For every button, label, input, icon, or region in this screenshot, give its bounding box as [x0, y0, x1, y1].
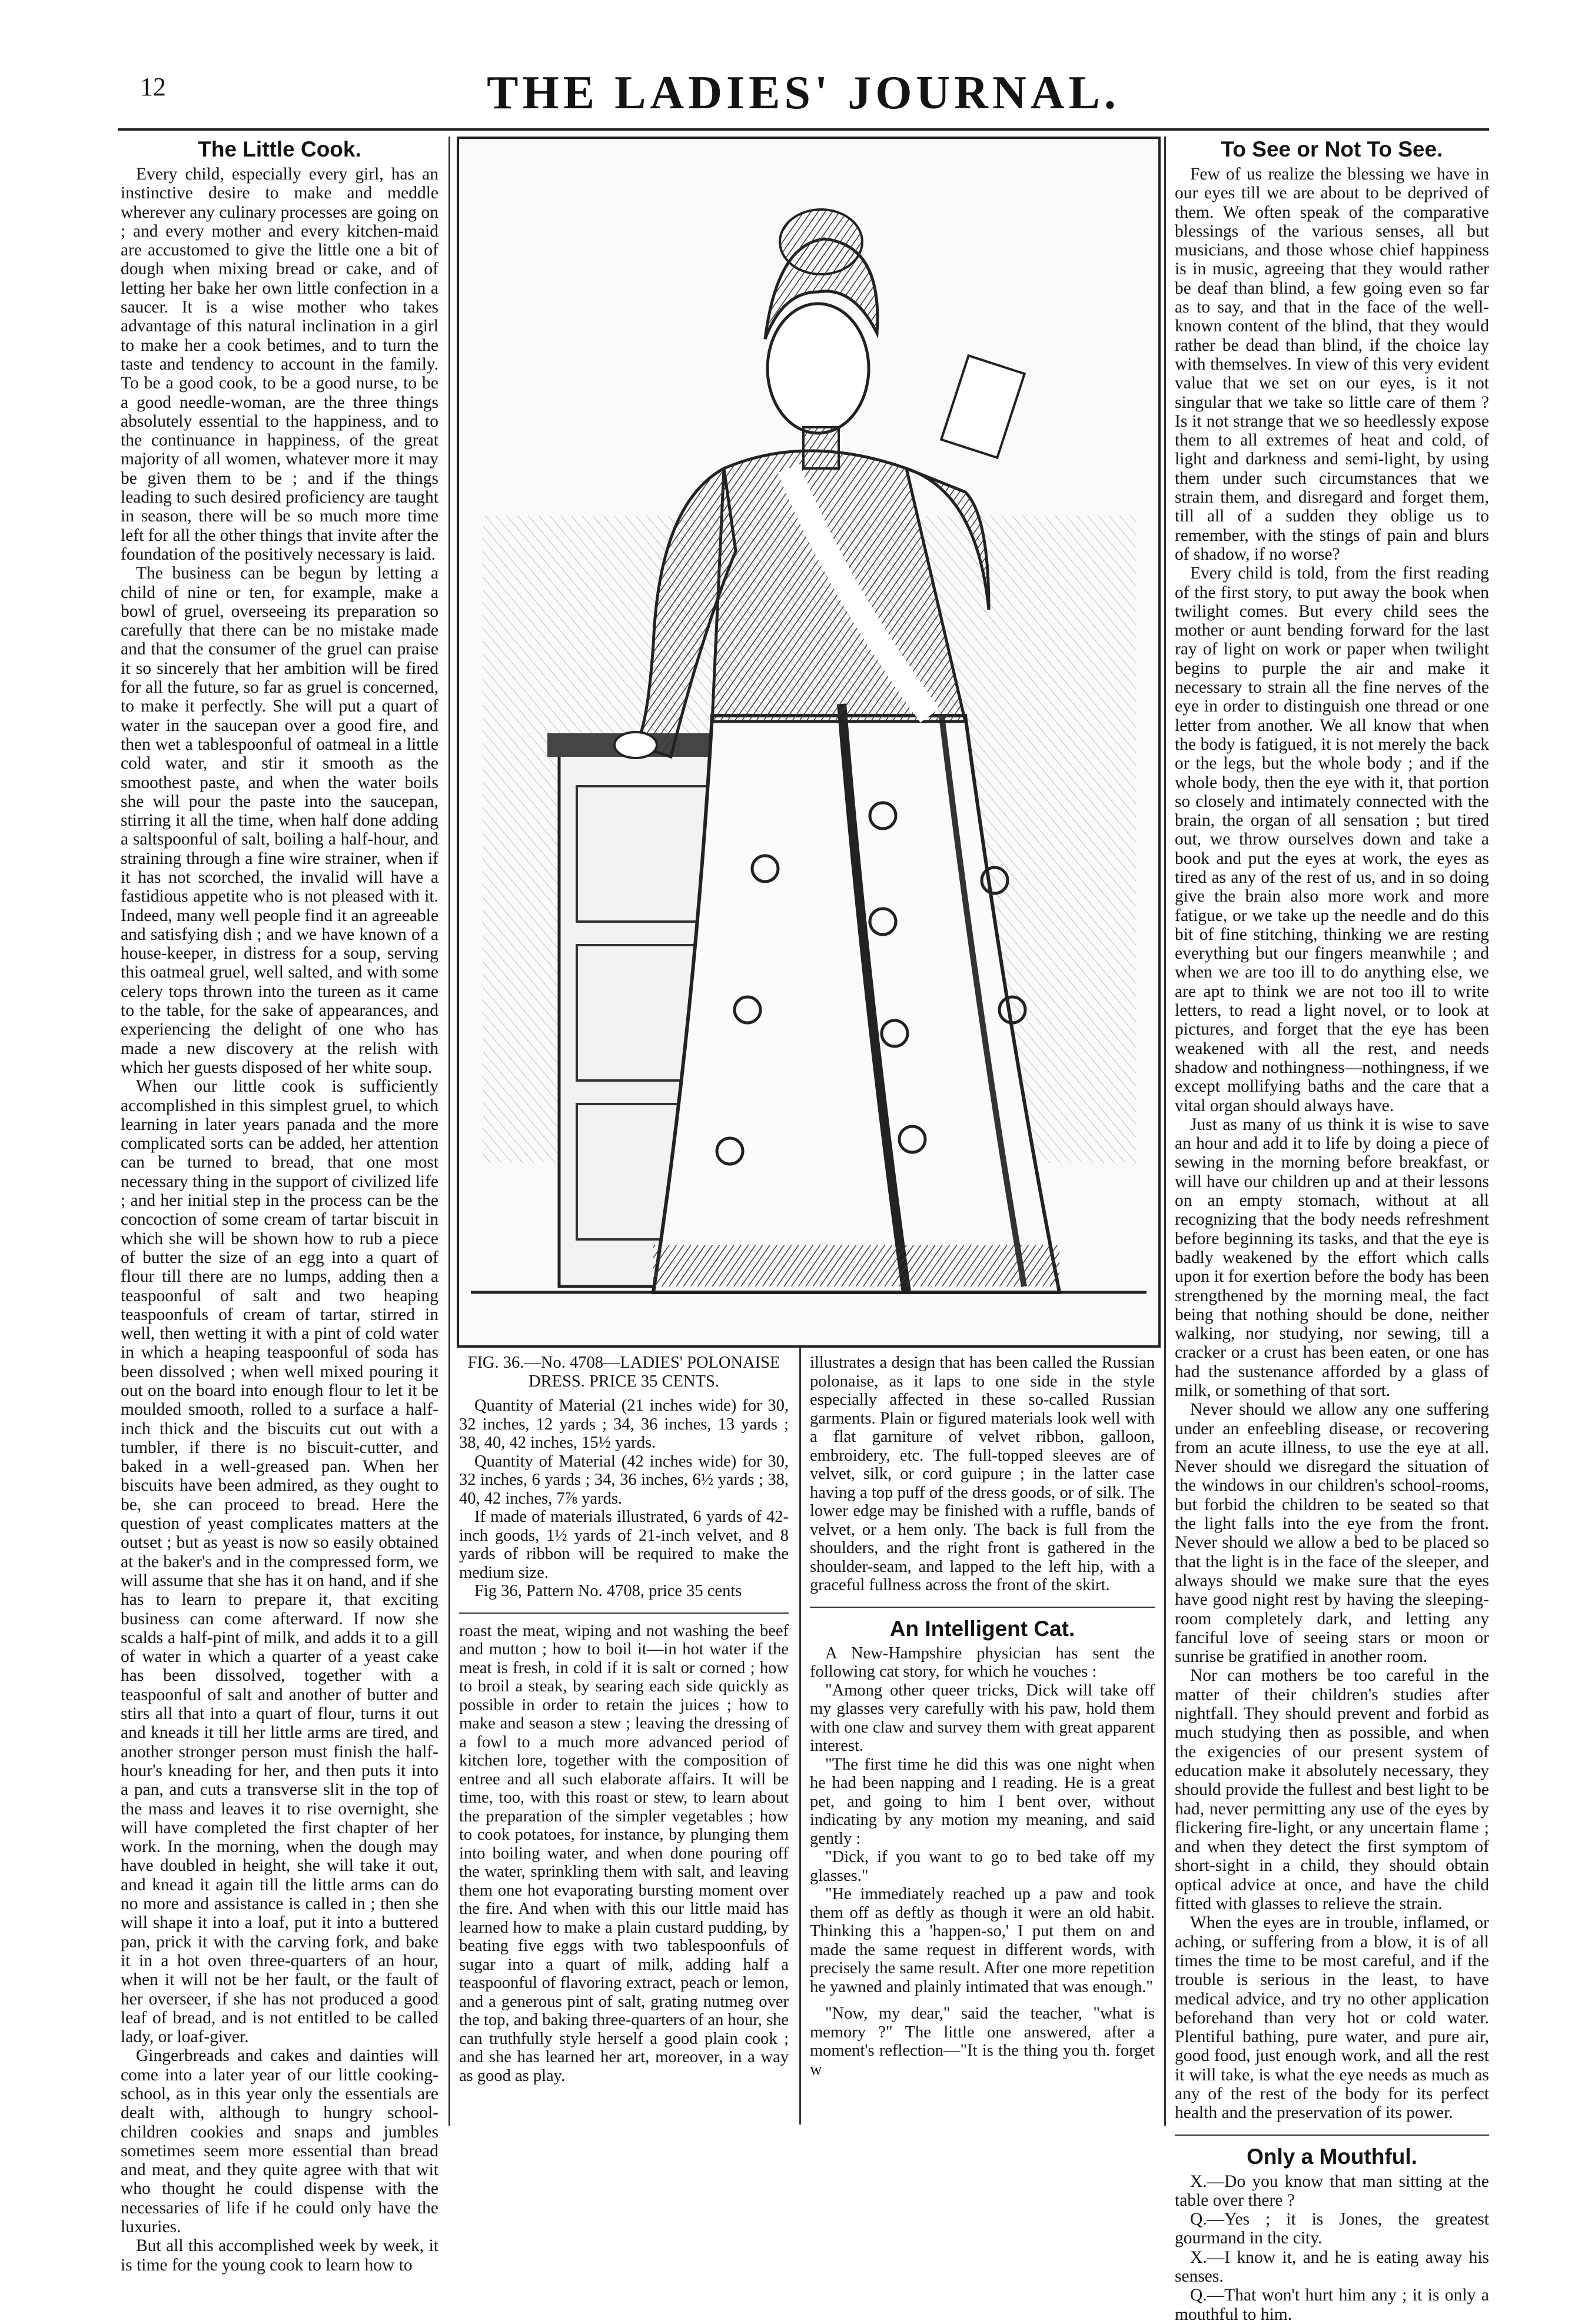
article-little-cook: [121, 137, 438, 2275]
dialogue-line: X.—Do you know that man sitting at the table over there ?: [1175, 2172, 1489, 2210]
article-paragraph: When the eyes are in trouble, inflamed, or aching, or suffering from a blow, it is of all times the time to be most careful, and if the trouble is serious in the least, to have medical advice, and try no other application beforehand than very hot or cold water. Plentiful bathing, pure water, and pure air, good food, just enough work, and all the rest it will take, is what the eye needs as much as any of the rest of the body for its perfect health and the preservation of its power.: [1175, 1913, 1489, 2123]
article-heading: The Little Cook.: [198, 137, 361, 161]
pattern-price: Fig 36, Pattern No. 4708, price 35 cents: [474, 1582, 742, 1600]
article-paragraph: "Among other queer tricks, Dick will take off my glasses very carefully with his paw, hold them with one claw and survey them with great apparent interest.: [810, 1681, 1155, 1755]
polonaise-description: illustrates a design that has been called the Russian polonaise, as it laps to one side in the style especially affected in these so-called Russian garments. Plain or figured materials look well with a flat garniture of velvet ribbon, galloon, embroidery, etc. The full-topped sleeves are of velvet, silk, or cord guipure ; in the latter case having a top puff of the dress goods, or of silk. The lower edge may be finished with a ruffle, bands of velvet, or a hem only. The back is full from the shoulders, and the right front is gathered in the shoulder-seam, and lapped to the left hip, with a graceful fullness across the front of the skirt.: [810, 1354, 1155, 1594]
article-heading: To See or Not To See.: [1221, 137, 1443, 161]
article-paragraph: "Dick, if you want to go to bed take off my glasses.": [810, 1848, 1155, 1885]
article-heading: An Intelligent Cat.: [889, 1616, 1075, 1641]
dialogue-line: Q.—Yes ; it is Jones, the greatest gourmand in the city.: [1175, 2210, 1489, 2248]
figure-caption: FIG. 36.—No. 4708—LADIES' POLONAISE DRESS. PRICE 35 CENTS.: [467, 1354, 780, 1391]
article-paragraph: Every child is told, from the first reading of the first story, to put away the book when twilight comes. But every child sees the mother or aunt bending forward for the last ray of light on work or paper when twilight begins to purple the air and make it necessary to strain all the fine nerves of the eye in order to distinguish one thread or one letter from another. We all know that when the body is fatigued, it is not merely the back or the legs, but the whole body ; and if the whole body, then the eye with it, that portion so closely and intimately connected with the brain, the organ of all sensation ; but tired out, we throw ourselves down and take a book and put the eyes at work, the eyes as tired as any of the rest of us, and in so doing give the brain also more work and more fatigue, or we take up the needle and do this bit of fine stitching, thinking we are resting everything but our fingers meanwhile ; and when we are too ill to do anything else, we are apt to think we are not too ill to write letters, to read a light novel, or to look at pictures, and forget that the eye has been weakened with all the rest, and needs shadow and nothingness—nothingness, if we except mollifying baths and the care that a vital organ should always have.: [1175, 564, 1489, 1115]
article-paragraph: Never should we allow any one suffering under an enfeebling disease, or recovering from an acute illness, to use the eye at all. Never should we disregard the situation of the windows in our children's school-rooms, but forbid the children to be seated so that the light falls into the eye from the front. Never should we allow a bed to be placed so that the light is in the face of the sleeper, and always should we make sure that the eyes have good night rest by having the sleeping-room completely dark, and letting any fanciful love of seeing stars or moon or sunrise be gratified in another room.: [1175, 1400, 1489, 1667]
little-cook-continuation: roast the meat, wiping and not washing the beef and mutton ; how to boil it—in hot water if the meat is fresh, in cold if it is salt or corned ; how to broil a steak, by searing each side quickly as possible in order to retain the juices ; how to make and season a stew ; leaving the dressing of a fowl to a much more advanced period of kitchen lore, together with the composition of entree and all such elaborate affairs. It will be time, too, with this roast or stew, to learn about the preparation of the simpler vegetables ; how to cook potatoes, for instance, by plunging them into boiling water, and when done pouring off the water, sprinkling them with salt, and leaving them one hot evaporating bursting moment over the fire. And when with this our little maid has learned how to make a plain custard pudding, by beating five eggs with two tablespoonfuls of sugar into a quart of milk, adding half a teaspoonful of flavoring extract, peach or lemon, and a generous pint of salt, grating nutmeg over the top, and baking three-quarters of an hour, she can truthfully style herself a good plain cook ; and she has learned her art, moreover, in a way as good as play.: [459, 1612, 789, 2086]
fashion-illustration: [457, 137, 1161, 1348]
article-paragraph: When our little cook is sufficiently accomplished in this simplest gruel, to which learning in later years panada and the more complicated sorts can be added, her attention can be turned to bread, that one most necessary thing in the support of civilized life ; and her initial step in the process can be the concoction of some cream of tartar biscuit in which she will be shown how to rub a piece of butter the size of an egg into a quart of flour till there are no lumps, adding then a teaspoonful of salt and two heaping teaspoonfuls of cream of tartar, stirred in well, then wetting it with a pint of cold water in which a heaping teaspoonful of soda has been dissolved ; when well mixed pouring it out on the board into enough flour to let it be moulded smooth, rolled to a surface a half-inch thick and the biscuits cut out with a tumbler, if there is no biscuit-cutter, and baked in a well-greased pan. When her biscuits have been admired, as they ought to be, she can proceed to bread. Here the question of yeast complicates matters at the outset ; but as yeast is now so easily obtained at the baker's and in the compressed form, we will assume that she has it on hand, and if she has to learn to prepare it, that exciting business can come afterward. If now she scalds a half-pint of milk, and adds it to a gill of water in which a quarter of a yeast cake has been dissolved, together with a teaspoonful of salt and another of butter and stirs all that into a quart of flour, turns it out and kneads it till her little arms are tired, and another stronger person must finish the half-hour's kneading for her, and then puts it into a pan, and cuts a transverse slit in the top of the mass and leaves it to rise overnight, she will have completed the first chapter of her work. In the morning, when the dough may have doubled in height, she will take it out, and knead it again till the little arms can do no more and assistance is called in ; then she will shape it into a loaf, put it into a buttered pan, prick it with the carving fork, and bake it in a hot oven three-quarters of an hour, when it will not be her fault, or the fault of her overseer, if she has not produced a good leaf of bread, and is not entitled to be called lady, or loaf-giver.: [121, 1077, 438, 2047]
article-paragraph: Nor can mothers be too careful in the matter of their children's studies after nightfall. They should prevent and forbid as much studying then as possible, and when the exigencies of our present system of education make it absolutely necessary, they should provide the fullest and best light to be had, never permitting any use of the eyes by flickering fire-light, or any uncertain flame ; and when they detect the first symptom of short-sight in a child, they should obtain optical advice at once, and have the child fitted with glasses to relieve the strain.: [1175, 1666, 1489, 1914]
article-paragraph: The business can be begun by letting a child of nine or ten, for example, make a bowl of gruel, overseeing its preparation so carefully that there can be no mistake made and that the consumer of the gruel can praise it so sincerely that her ambition will be fired for all the future, so far as gruel is concerned, to make it perfectly. She will put a quart of water in the saucepan over a good fire, and then wet a tablespoonful of oatmeal in a little cold water, and stir it smooth as the smoothest paste, and when the water boils she will pour the paste into the saucepan, stirring it all the time, when half done adding a saltspoonful of salt, boiling a half-hour, and straining through a fine wire strainer, when if it has not scorched, the invalid will have a fastidious appetite who is not pleased with it. Indeed, many well people find it an agreeable and satisfying dish ; and we have known of a house-keeper, in distress for a soup, serving this oatmeal gruel, well salted, and with some celery tops thrown into the tureen as it came to the table, for the sake of appearances, and experiencing the delight of one who has made a new discovery at the relish with which her guests disposed of her white soup.: [121, 564, 438, 1077]
article-paragraph: Few of us realize the blessing we have in our eyes till we are about to be deprived of them. We often speak of the comparative blessings of the various senses, all but musicians, and those whose chief happiness is in music, agreeing that they would rather be deaf than blind, a few going even so far as to say, and that in the face of the well-known content of the blind, that they would rather be dead than blind, if the choice lay with themselves. In view of this very evident value that we set on our eyes, is it not singular that we take so little care of them ? Is it not strange that we so heedlessly expose them to all extremes of heat and cold, of light and darkness and semi-light, by using them under such circumstances that we strain them, and disregard and forget them, till all of a sudden they oblige us to remember, with the stings of pain and blurs of shadow, if no worse?: [1175, 165, 1489, 564]
dialogue-line: X.—I know it, and he is eating away his senses.: [1175, 2247, 1489, 2286]
column-divider-right: [1164, 137, 1166, 2126]
material-quantity-21in: Quantity of Material (21 inches wide) for 30, 32 inches, 12 yards ; 34, 36 inches, 13 yards ; 38, 40, 42 inches, 15½ yards.: [459, 1397, 789, 1452]
article-to-see: [1175, 137, 1489, 2324]
masthead: [118, 64, 1489, 138]
article-paragraph: "He immediately reached up a paw and took them off as deftly as though it were an old habit. Thinking this a 'happen-so,' I put them on and made the same request in different words, with precisely the same result. After one more repetition he yawned and plainly intimated that was enough.": [810, 1885, 1155, 1996]
article-only-a-mouthful: [1175, 2135, 1489, 2324]
woman-in-polonaise-dress-illustration: [459, 139, 1158, 1345]
article-paragraph: Just as many of us think it is wise to save an hour and add it to life by doing a piece of sewing in the morning before breakfast, or will have our children up and at their lessons on an empty stomach, without at all recognizing that the body needs refreshment before beginning its tasks, and that the eye is badly weakened by the effort which calls upon it for exertion before the body has been strengthened by the morning meal, the fact being that nothing should be done, neither walking, nor studying, nor sewing, till a cracker or a crust has been eaten, or one has had the sustenance afforded by a glass of milk, or something of that sort.: [1175, 1115, 1489, 1400]
article-intelligent-cat: [810, 1607, 1155, 2079]
material-note: If made of materials illustrated, 6 yards of 42-inch goods, 1½ yards of 21-inch velvet, and 8 yards of ribbon will be required to make the medium size.: [459, 1508, 789, 1582]
article-paragraph: Every child, especially every girl, has an instinctive desire to make and meddle wherever any culinary processes are going on ; and every mother and every kitchen-maid are accustomed to give the little one a bit of dough when mixing bread or cake, and of letting her bake her own little confection in a saucer. It is a wise mother who takes advantage of this natural inclination in a girl to make her a cook betimes, and to turn the taste and tendency to account in the family. To be a good cook, to be a good nurse, to be a good needle-woman, are the three things absolutely essential to the happiness, and to the continuance in happiness, of the great majority of all women, whatever more it may be given them to be ; and if the things leading to such desired proficiency are taught in season, there will be so much more time left for all the other things that invite after the foundation of the positively necessary is laid.: [121, 165, 438, 564]
material-quantity-42in: Quantity of Material (42 inches wide) for 30, 32 inches, 6 yards ; 34, 36 inches, 6½ yards ; 38, 40, 42 inches, 7⅞ yards.: [459, 1452, 789, 1508]
dialogue-line: Q.—That won't hurt him any ; it is only a mouthful to him.: [1175, 2286, 1489, 2324]
masthead-rule: [118, 128, 1489, 131]
article-heading: Only a Mouthful.: [1247, 2144, 1417, 2169]
fashion-description-column: [810, 1354, 1155, 2124]
column-divider-middle: [799, 1348, 801, 2124]
fashion-caption-column: [459, 1354, 789, 2124]
article-paragraph: A New-Hampshire physician has sent the following cat story, for which he vouches :: [810, 1644, 1155, 1681]
journal-title: THE LADIES' JOURNAL.: [487, 67, 1120, 119]
column-divider-left: [448, 137, 450, 2126]
article-paragraph: "The first time he did this was one night when he had been napping and I reading. He is a great pet, and going to him I bent over, without indicating by any motion my meaning, and said gently :: [810, 1755, 1155, 1848]
article-paragraph: Gingerbreads and cakes and dainties will come into a later year of our little cooking-school, as in this year only the essentials are dealt with, although to hungry school-children cookies and snaps and jumbles sometimes seem more essential than bread and meat, and they quite agree with that wit who thought he could dispense with the necessaries of life if he could only have the luxuries.: [121, 2046, 438, 2237]
article-paragraph: But all this accomplished week by week, it is time for the young cook to learn how to: [121, 2236, 438, 2275]
article-paragraph: "Now, my dear," said the teacher, "what is memory ?" The little one answered, after a moment's reflection—"It is the thing you th. forget w: [810, 2004, 1155, 2079]
page-number: 12: [140, 72, 166, 101]
